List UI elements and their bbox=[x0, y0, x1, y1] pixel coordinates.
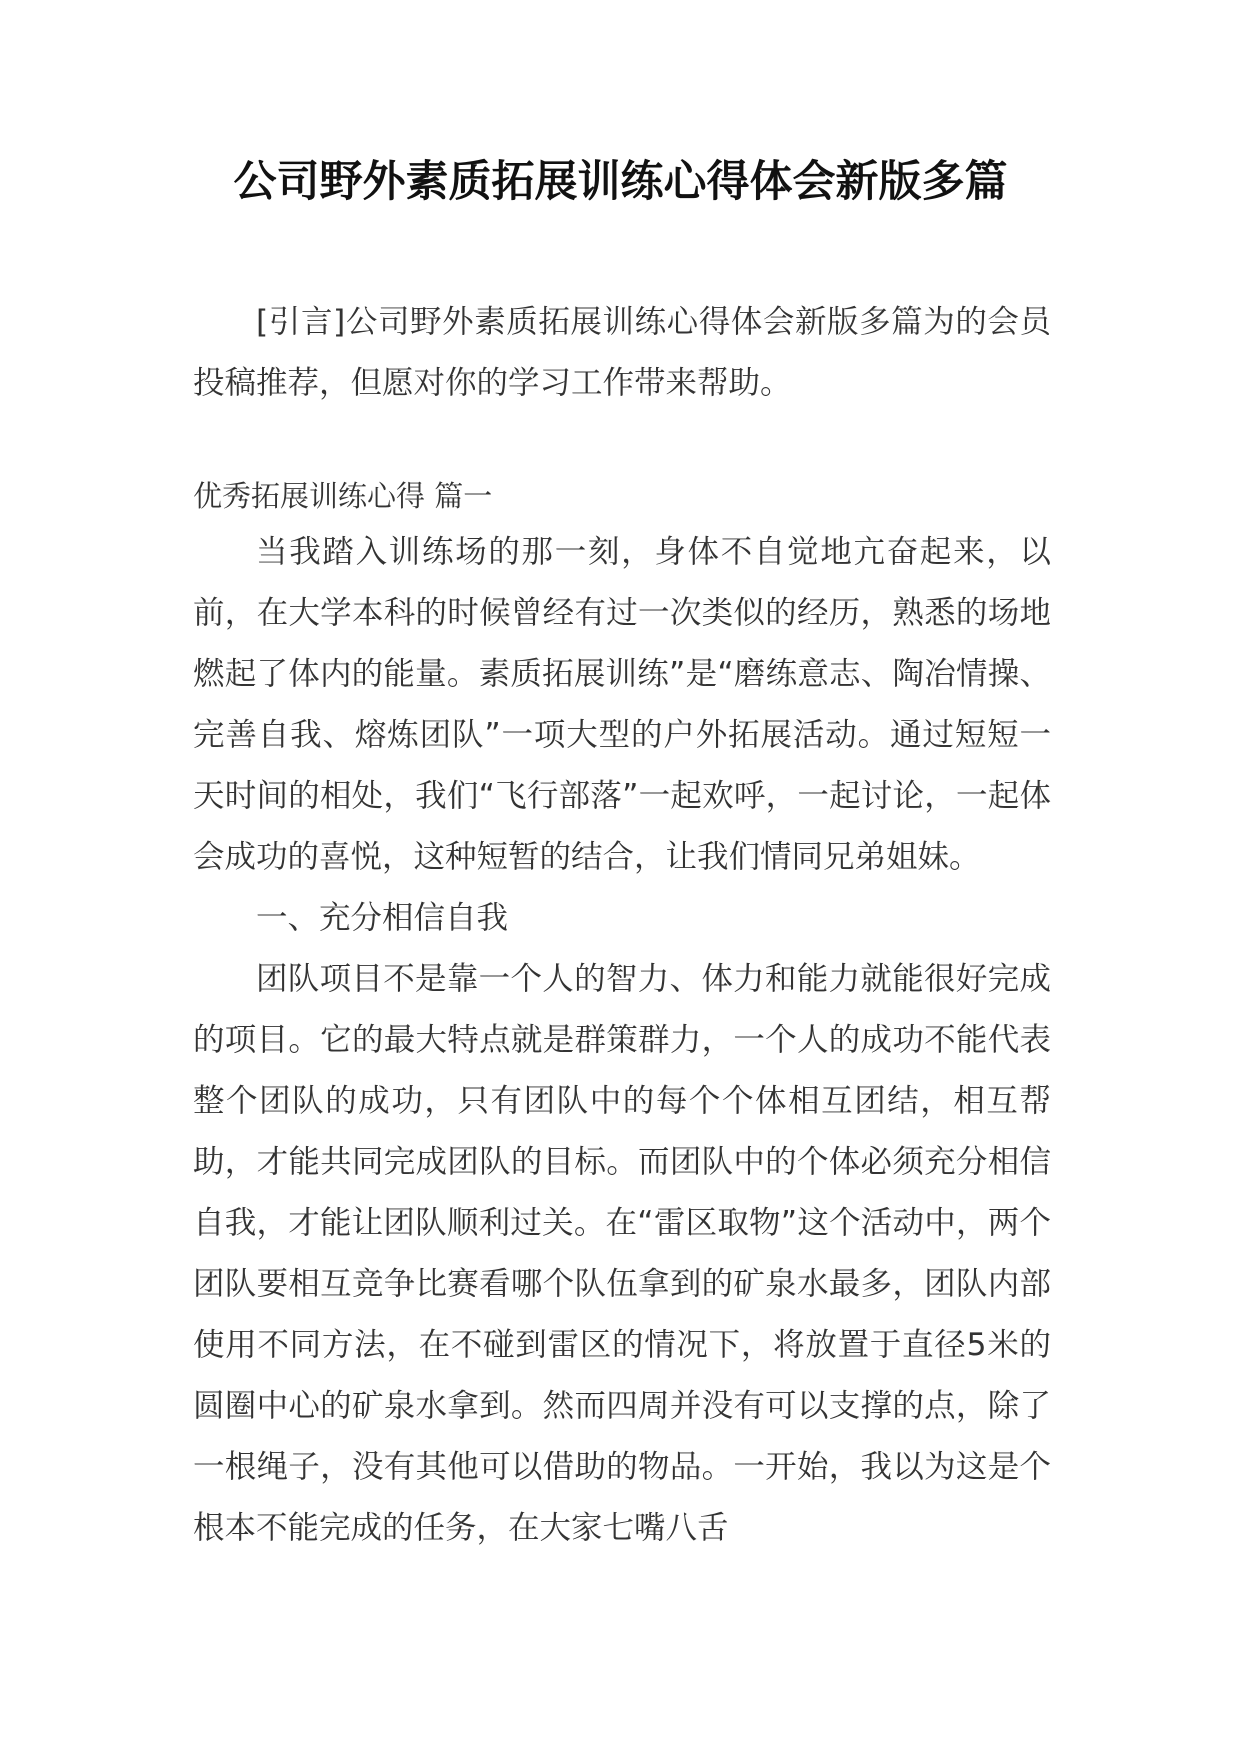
document-title: 公司野外素质拓展训练心得体会新版多篇 bbox=[233, 157, 1008, 207]
body-paragraph: 团队项目不是靠一个人的智力、体力和能力就能很好完成的项目。它的最大特点就是群策群力，一个人的成功不能代表整个团队的成功，只有团队中的每个个体相互团结，相互帮助，才能共同完成团队的目标。而团队中的个体必须充分相信自我，才能让团队顺利过关。在“雷区取物”这个活动中，两个团队要相互竞争比赛看哪个队伍拿到的矿泉水最多，团队内部使用不同方法，在不碰到雷区的情况下，将放置于直径5米的圆圈中心的矿泉水拿到。然而四周并没有可以支撑的点，除了一根绳子，没有其他可以借助的物品。一开始，我以为这是个根本不能完成的任务，在大家七嘴八舌 bbox=[193, 961, 1051, 1546]
section-heading: 优秀拓展训练心得 篇一 bbox=[193, 479, 493, 513]
subsection-heading: 一、充分相信自我 bbox=[256, 900, 509, 936]
intro-paragraph: [引言]公司野外素质拓展训练心得体会新版多篇为的会员投稿推荐，但愿对你的学习工作带来帮助。 bbox=[193, 304, 1051, 401]
section-heading-block bbox=[193, 466, 1051, 527]
intro-block bbox=[193, 292, 1051, 414]
body-paragraph: 当我踏入训练场的那一刻，身体不自觉地亢奋起来，以前，在大学本科的时候曾经有过一次类似的经历，熟悉的场地燃起了体内的能量。素质拓展训练”是“磨练意志、陶冶情操、完善自我、熔炼团队”一项大型的户外拓展活动。通过短短一天时间的相处，我们“飞行部落”一起欢呼，一起讨论，一起体会成功的喜悦，这种短暂的结合，让我们情同兄弟姐妹。 bbox=[193, 534, 1051, 875]
main-text bbox=[193, 522, 1051, 1559]
